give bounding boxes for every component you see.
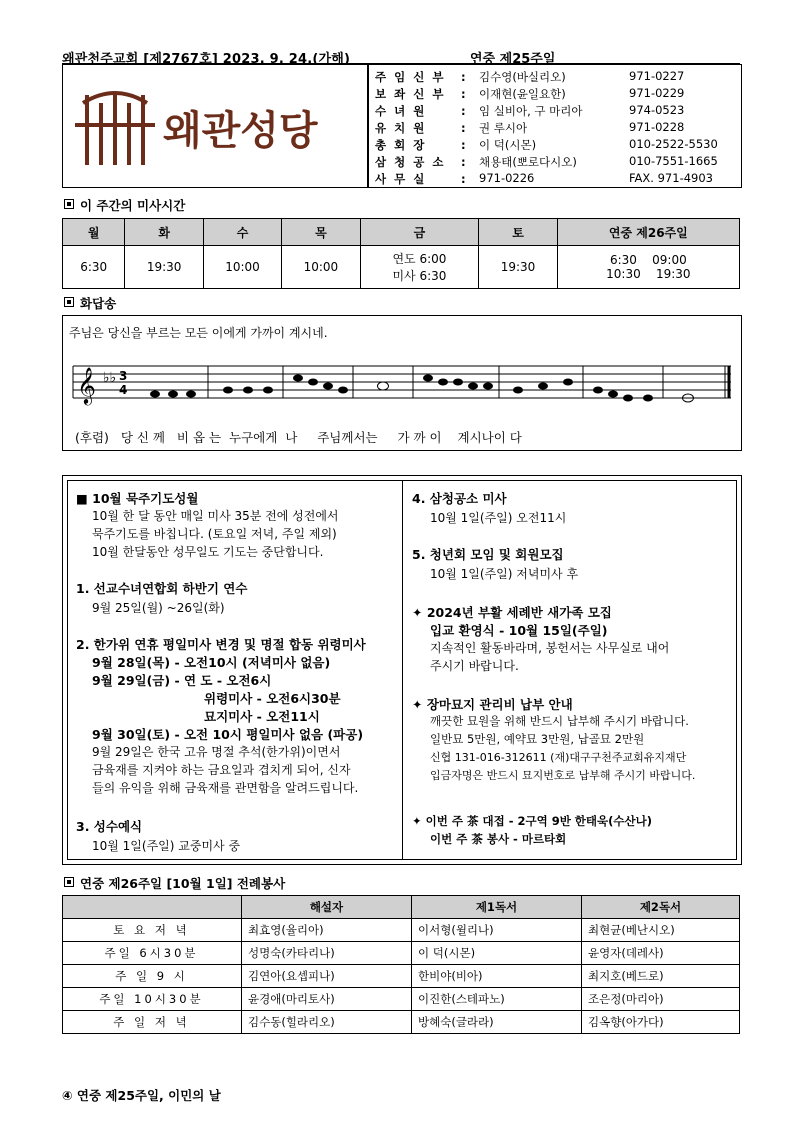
notice-text: 10월 1일(주일) 저녁미사 후 (430, 567, 579, 581)
staff-row: 수 녀 원 : 임 실비아, 구 마리아 974-0523 (375, 103, 685, 118)
notice-text: 지속적인 활동바라며, 봉헌서는 사무실로 내어 (430, 641, 670, 655)
table-cell: 6:30 09:00 10:30 19:30 (557, 246, 739, 289)
mass-times-title: 이 주간의 미사시간 (64, 196, 185, 214)
duty-roster-table (62, 895, 740, 1034)
table-header: 금 (360, 219, 479, 246)
table-header (63, 896, 242, 919)
psalm-title: 화답송 (64, 294, 116, 312)
staff-row: 총 회 장 : 이 덕(시몬) 010-2522-5530 (375, 137, 718, 152)
table-row: 주일 6시30분 성명숙(카타리나) 이 덕(시몬) 윤영자(데레사) (63, 942, 740, 965)
notice-text: 9월 28일(목) - 오전10시 (저녁미사 없음) (92, 655, 331, 670)
table-header: 월 (63, 219, 125, 246)
svg-text:𝄞: 𝄞 (77, 366, 96, 404)
staff-row: 삼 청 공 소 : 채용태(뽀로다시오) 010-7551-1665 (375, 154, 718, 169)
notice-heading: ✦ 장마묘지 관리비 납부 안내 (412, 697, 573, 712)
notice-text: 9월 29일은 한국 고유 명절 추석(한가위)이면서 (92, 745, 341, 759)
logo-text: 왜관성당 (163, 107, 318, 154)
notice-text: 10월 한 달 동안 매일 미사 35분 전에 성전에서 (92, 509, 339, 523)
table-row: 주일 10시30분 윤경애(마리토사) 이진한(스테파노) 조은정(마리아) (63, 988, 740, 1011)
notice-heading: ✦ 2024년 부활 세례반 새가족 모집 (412, 605, 612, 620)
staff-directory (367, 64, 742, 188)
notice-text: 깨끗한 묘원을 위해 반드시 납부해 주시기 바랍니다. (430, 714, 689, 728)
table-cell: 연도 6:00 미사 6:30 (360, 246, 479, 289)
staff-row: 사 무 실 : 971-0226 FAX. 971-4903 (375, 171, 713, 186)
table-header: 제2독서 (582, 896, 740, 919)
notice-text: 금육재를 지켜야 하는 금요일과 겹치게 되어, 신자 (92, 763, 351, 777)
notice-heading: ✦ 이번 주 茶 대접 - 2구역 9반 한태욱(수산나) (412, 814, 652, 828)
table-header: 수 (203, 219, 281, 246)
music-staff-icon (63, 354, 741, 426)
notice-text: 묵주기도를 바칩니다. (토요일 저녁, 주일 제외) (92, 527, 337, 541)
bulletin-issue-line: 왜관천주교회 [제2767호] 2023. 9. 24.(가해) (62, 52, 351, 67)
notices-panel (62, 475, 742, 865)
psalm-panel (62, 315, 742, 451)
svg-text:3: 3 (119, 369, 128, 383)
duty-title: 연중 제26주일 [10월 1일] 전례봉사 (64, 874, 285, 892)
table-cell: 10:00 (282, 246, 360, 289)
table-header: 제1독서 (412, 896, 582, 919)
table-cell: 6:30 (63, 246, 125, 289)
staff-row: 유 치 원 : 권 루시아 971-0228 (375, 120, 685, 135)
notice-text: 위령미사 - 오전6시30분 (204, 691, 341, 706)
notice-heading: ■ 10월 묵주기도성월 (76, 491, 199, 506)
notice-text: 들의 유익을 위해 금육재를 관면함을 알려드립니다. (92, 781, 359, 795)
notice-heading: 5. 청년회 모임 및 회원모집 (412, 547, 564, 562)
mass-times-table (62, 218, 740, 289)
staff-row: 주 임 신 부 : 김수영(바실리오) 971-0227 (375, 69, 685, 84)
table-cell: 19:30 (479, 246, 557, 289)
notice-text: 9월 30일(토) - 오전 10시 평일미사 없음 (파공) (92, 727, 364, 742)
table-header: 목 (282, 219, 360, 246)
page-footer: ④ 연중 제25주일, 이민의 날 (62, 1088, 221, 1103)
table-header: 화 (125, 219, 203, 246)
table-row: 토 요 저 녁 최효영(율리아) 이서형(윌리나) 최현균(베난시오) (63, 919, 740, 942)
table-row: 주 일 9 시 김연아(요셉피나) 한비야(비아) 최지호(베드로) (63, 965, 740, 988)
notice-text: 주시기 바랍니다. (430, 659, 519, 673)
notice-heading: 1. 선교수녀연합회 하반기 연수 (76, 581, 248, 596)
table-row: 주 일 저 녁 김수동(힐라리오) 방혜숙(글라라) 김옥향(아가다) (63, 1011, 740, 1034)
table-cell: 19:30 (125, 246, 203, 289)
table-header: 토 (479, 219, 557, 246)
logo-panel (62, 64, 368, 188)
sunday-title: 연중 제25주일 (470, 52, 556, 67)
psalm-text: 주님은 당신을 부르는 모든 이에게 가까이 계시네. (69, 326, 328, 340)
notice-text: 9월 25일(월) ~26일(화) (92, 601, 225, 615)
table-header: 연중 제26주일 (557, 219, 739, 246)
svg-text:♭♭: ♭♭ (103, 370, 117, 386)
notice-text: 10월 1일(주일) 교중미사 중 (92, 839, 241, 853)
notice-text: 묘지미사 - 오전11시 (204, 709, 320, 724)
notice-text: 9월 29일(금) - 연 도 - 오전6시 (92, 673, 272, 688)
notice-text: 입금자명은 반드시 묘지번호로 납부해 주시기 바랍니다. (430, 769, 696, 782)
notice-text: 일반묘 5만원, 예약묘 3만원, 납골묘 2만원 (430, 732, 645, 746)
notice-text: 신협 131-016-312611 (재)대구구천주교회유지재단 (430, 751, 687, 764)
svg-text:4: 4 (119, 383, 128, 397)
notice-text: 입교 환영식 - 10월 15일(주일) (430, 623, 608, 638)
column-divider (402, 481, 403, 859)
notice-text: 10월 1일(주일) 오전11시 (430, 511, 567, 525)
staff-row: 보 좌 신 부 : 이재현(윤일요한) 971-0229 (375, 86, 685, 101)
notice-text: 이번 주 茶 봉사 - 마르타회 (430, 832, 567, 846)
notice-heading: 4. 삼청공소 미사 (412, 491, 507, 506)
notice-text: 10월 한달동안 성무일도 기도는 중단합니다. (92, 545, 324, 559)
notice-heading: 3. 성수예식 (76, 819, 143, 834)
notice-heading: 2. 한가위 연휴 평일미사 변경 및 명절 합동 위령미사 (76, 637, 366, 652)
psalm-lyrics: (후렴) 당 신 께 비 옵 는 누구에게 나 주님께서는 가 까 이 계시나이 다 (75, 430, 522, 445)
table-cell: 10:00 (203, 246, 281, 289)
table-header: 해설자 (242, 896, 412, 919)
